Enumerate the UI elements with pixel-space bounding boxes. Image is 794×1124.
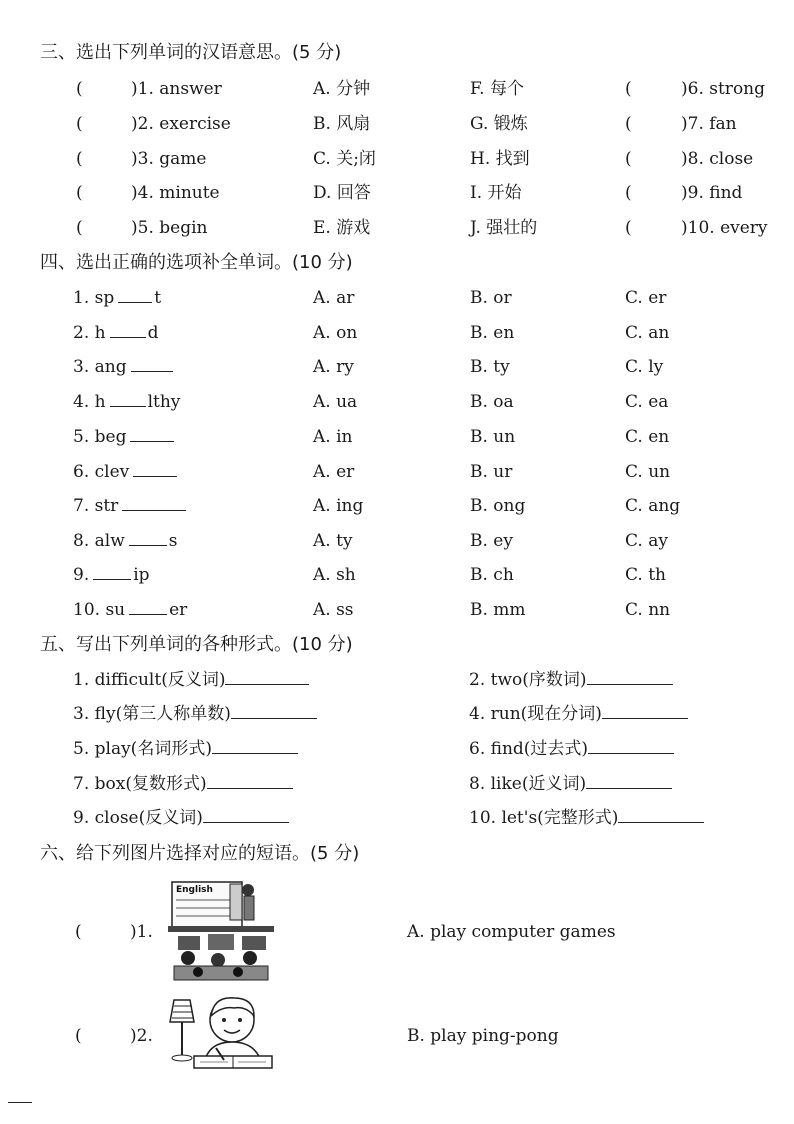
s3-word-left: )5. begin bbox=[131, 218, 208, 238]
s4-option-b: B. un bbox=[470, 427, 516, 447]
s5-answer-line[interactable] bbox=[203, 810, 289, 823]
s4-answer-blank[interactable] bbox=[118, 290, 152, 303]
s4-answer-blank[interactable] bbox=[129, 602, 167, 615]
margin-rule bbox=[8, 1102, 32, 1103]
s5-left-label: 7. box(复数形式) bbox=[73, 774, 207, 794]
classroom-picture bbox=[168, 878, 274, 984]
s4-option-b: B. en bbox=[470, 323, 515, 343]
s5-answer-line[interactable] bbox=[588, 741, 674, 754]
s5-left-item bbox=[73, 672, 309, 689]
q2-option: B. play ping-pong bbox=[407, 1026, 559, 1046]
s4-option-a: A. ar bbox=[313, 288, 355, 308]
q1-option: A. play computer games bbox=[407, 922, 616, 942]
s4-answer-blank[interactable] bbox=[130, 429, 174, 442]
s5-answer-line[interactable] bbox=[231, 706, 317, 719]
s4-word-prefix: 9. bbox=[73, 565, 90, 585]
s5-right-label: 8. like(近义词) bbox=[469, 774, 587, 794]
s5-left-label: 5. play(名词形式) bbox=[73, 739, 212, 759]
s5-left-item bbox=[73, 706, 317, 723]
lamp-shade-shape bbox=[170, 1000, 194, 1022]
s4-option-c: C. en bbox=[625, 427, 670, 447]
s4-word-stem bbox=[73, 325, 158, 342]
s3-option-f: H. 找到 bbox=[470, 149, 530, 169]
s4-word-prefix: 6. clev bbox=[73, 462, 130, 482]
s4-answer-blank[interactable] bbox=[110, 394, 146, 407]
s4-option-a: A. in bbox=[313, 427, 353, 447]
s3-option-f: F. 每个 bbox=[470, 79, 524, 99]
s5-right-item bbox=[469, 741, 674, 758]
s3-option-a: B. 风扇 bbox=[313, 114, 371, 134]
s4-answer-blank[interactable] bbox=[93, 567, 131, 580]
s5-right-item bbox=[469, 706, 688, 723]
q2-paren: ( bbox=[75, 1026, 82, 1046]
s4-option-c: C. ea bbox=[625, 392, 669, 412]
s4-option-b: B. ty bbox=[470, 357, 510, 377]
s5-answer-line[interactable] bbox=[212, 741, 298, 754]
s3-option-f: I. 开始 bbox=[470, 183, 522, 203]
section4-heading: 四、选出正确的选项补全单词。(10 分) bbox=[40, 252, 353, 273]
s4-option-a: A. ry bbox=[313, 357, 354, 377]
boy-writing-picture bbox=[164, 994, 276, 1072]
s4-option-b: B. or bbox=[470, 288, 512, 308]
s4-answer-blank[interactable] bbox=[122, 498, 186, 511]
s3-option-f: J. 强壮的 bbox=[470, 218, 538, 238]
s5-left-label: 9. close(反义词) bbox=[73, 808, 203, 828]
blackboard-text: English bbox=[176, 885, 213, 895]
s4-answer-blank[interactable] bbox=[133, 464, 177, 477]
s5-left-item bbox=[73, 810, 289, 827]
s3-paren-right: ( bbox=[625, 183, 632, 203]
s4-option-b: B. ong bbox=[470, 496, 526, 516]
section5-heading: 五、写出下列单词的各种形式。(10 分) bbox=[40, 634, 353, 655]
s5-answer-line[interactable] bbox=[602, 706, 688, 719]
s4-option-a: A. ss bbox=[313, 600, 354, 620]
s4-option-c: C. er bbox=[625, 288, 667, 308]
s4-word-prefix: 1. sp bbox=[73, 288, 115, 308]
s3-paren-right: ( bbox=[625, 218, 632, 238]
s4-option-a: A. sh bbox=[313, 565, 356, 585]
section3-heading: 三、选出下列单词的汉语意思。(5 分) bbox=[40, 42, 342, 63]
s3-word-left: )3. game bbox=[131, 149, 207, 169]
s4-word-stem bbox=[73, 567, 150, 584]
s4-option-c: C. ly bbox=[625, 357, 664, 377]
s5-right-label: 10. let's(完整形式) bbox=[469, 808, 619, 828]
s5-right-item bbox=[469, 810, 704, 827]
s3-paren-right: ( bbox=[625, 114, 632, 134]
s4-option-c: C. ay bbox=[625, 531, 668, 551]
s4-option-a: A. ua bbox=[313, 392, 358, 412]
s4-word-stem bbox=[73, 498, 188, 515]
section6-heading: 六、给下列图片选择对应的短语。(5 分) bbox=[40, 843, 360, 864]
s4-word-suffix: s bbox=[168, 531, 178, 551]
s3-word-left: )2. exercise bbox=[131, 114, 231, 134]
s3-option-a: E. 游戏 bbox=[313, 218, 371, 238]
s4-option-a: A. ing bbox=[313, 496, 364, 516]
s5-left-item bbox=[73, 741, 298, 758]
s4-option-b: B. oa bbox=[470, 392, 514, 412]
s5-answer-line[interactable] bbox=[587, 672, 673, 685]
s5-answer-line[interactable] bbox=[207, 776, 293, 789]
s3-word-right: )6. strong bbox=[681, 79, 766, 99]
s3-paren-right: ( bbox=[625, 79, 632, 99]
s4-option-b: B. ur bbox=[470, 462, 513, 482]
s4-word-prefix: 4. h bbox=[73, 392, 106, 412]
s5-answer-line[interactable] bbox=[586, 776, 672, 789]
s4-word-prefix: 7. str bbox=[73, 496, 119, 516]
s5-right-label: 6. find(过去式) bbox=[469, 739, 589, 759]
s4-word-suffix: t bbox=[154, 288, 162, 308]
s4-word-stem bbox=[73, 429, 176, 446]
s4-word-stem bbox=[73, 602, 187, 619]
s5-answer-line[interactable] bbox=[225, 672, 309, 685]
s4-option-a: A. er bbox=[313, 462, 355, 482]
q1-paren: ( bbox=[75, 922, 82, 942]
s5-answer-line[interactable] bbox=[618, 810, 704, 823]
s3-word-right: )7. fan bbox=[681, 114, 737, 134]
s5-right-label: 4. run(现在分词) bbox=[469, 704, 602, 724]
s3-paren-left: ( bbox=[76, 149, 83, 169]
s3-paren-left: ( bbox=[76, 218, 83, 238]
s4-word-prefix: 2. h bbox=[73, 323, 106, 343]
s5-left-label: 3. fly(第三人称单数) bbox=[73, 704, 231, 724]
q1-number: )1. bbox=[130, 922, 153, 942]
s3-option-a: D. 回答 bbox=[313, 183, 371, 203]
s4-option-c: C. ang bbox=[625, 496, 681, 516]
s4-word-prefix: 8. alw bbox=[73, 531, 125, 551]
s3-word-right: )9. find bbox=[681, 183, 743, 203]
s3-paren-left: ( bbox=[76, 79, 83, 99]
s4-word-stem bbox=[73, 533, 177, 550]
s4-word-suffix: ip bbox=[133, 565, 150, 585]
s3-paren-right: ( bbox=[625, 149, 632, 169]
s5-left-label: 1. difficult(反义词) bbox=[73, 670, 226, 690]
s4-word-stem bbox=[73, 394, 180, 411]
s3-word-right: )10. every bbox=[681, 218, 768, 238]
s3-word-right: )8. close bbox=[681, 149, 754, 169]
s5-right-item bbox=[469, 672, 673, 689]
s4-option-b: B. ey bbox=[470, 531, 513, 551]
s4-option-c: C. nn bbox=[625, 600, 671, 620]
s4-option-a: A. ty bbox=[313, 531, 353, 551]
s3-word-left: )4. minute bbox=[131, 183, 220, 203]
s5-right-label: 2. two(序数词) bbox=[469, 670, 587, 690]
s4-word-suffix: er bbox=[169, 600, 188, 620]
s4-option-c: C. un bbox=[625, 462, 671, 482]
s4-option-c: C. an bbox=[625, 323, 670, 343]
s4-word-stem bbox=[73, 290, 161, 307]
s3-option-a: C. 关;闭 bbox=[313, 149, 376, 169]
s5-right-item bbox=[469, 776, 672, 793]
s3-paren-left: ( bbox=[76, 183, 83, 203]
s4-word-suffix: d bbox=[147, 323, 159, 343]
s3-word-left: )1. answer bbox=[131, 79, 222, 99]
s4-answer-blank[interactable] bbox=[131, 359, 173, 372]
s4-word-stem bbox=[73, 464, 179, 481]
s4-word-prefix: 3. ang bbox=[73, 357, 127, 377]
s4-word-prefix: 5. beg bbox=[73, 427, 127, 447]
q2-number: )2. bbox=[130, 1026, 153, 1046]
s3-option-f: G. 锻炼 bbox=[470, 114, 528, 134]
s5-left-item bbox=[73, 776, 293, 793]
s4-word-stem bbox=[73, 359, 175, 376]
s4-word-suffix: lthy bbox=[147, 392, 181, 412]
s4-option-a: A. on bbox=[313, 323, 358, 343]
s4-option-c: C. th bbox=[625, 565, 666, 585]
s4-option-b: B. mm bbox=[470, 600, 526, 620]
s4-answer-blank[interactable] bbox=[129, 533, 167, 546]
s3-option-a: A. 分钟 bbox=[313, 79, 371, 99]
s3-paren-left: ( bbox=[76, 114, 83, 134]
s4-answer-blank[interactable] bbox=[110, 325, 146, 338]
s4-option-b: B. ch bbox=[470, 565, 514, 585]
s4-word-prefix: 10. su bbox=[73, 600, 126, 620]
